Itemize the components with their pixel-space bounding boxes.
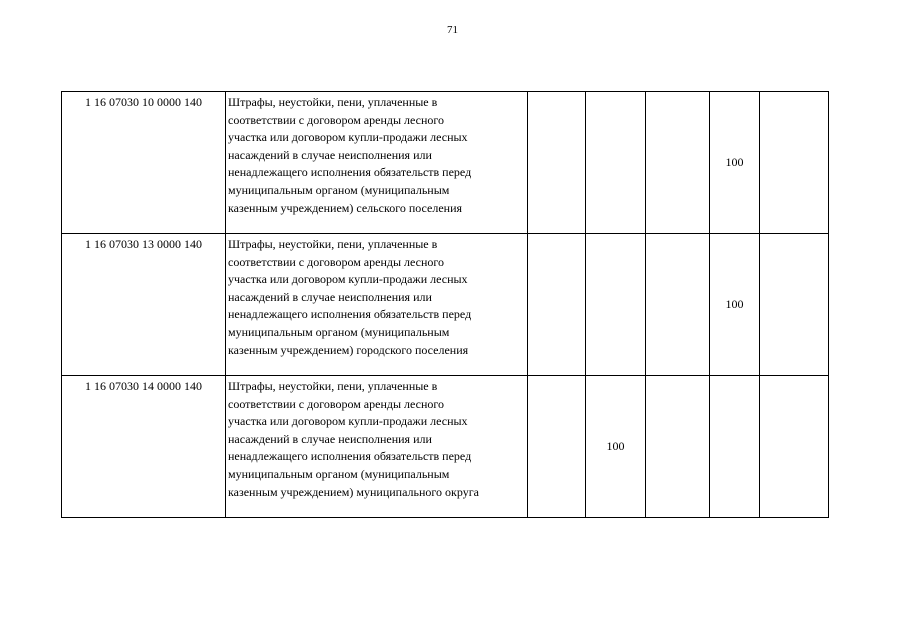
description-line: насаждений в случае неисполнения или (228, 147, 432, 162)
value-cell: 100 (710, 234, 760, 376)
value-cell (760, 92, 829, 234)
code-cell: 1 16 07030 14 0000 140 (62, 376, 226, 518)
value-cell (646, 92, 710, 234)
description-line: насаждений в случае неисполнения или (228, 289, 432, 304)
description-line: ненадлежащего исполнения обязательств перед (228, 449, 472, 464)
description-cell (226, 92, 528, 234)
description-line: Штрафы, неустойки, пени, уплаченные в (228, 379, 438, 393)
value-cell (586, 234, 646, 376)
description-line: казенным учреждением) городского поселения (228, 342, 469, 357)
description-line: ненадлежащего исполнения обязательств перед (228, 307, 472, 322)
value-cell (528, 92, 586, 234)
description-line: участка или договором купли-продажи лесных (228, 130, 468, 145)
budget-table (61, 91, 829, 518)
description-line: Штрафы, неустойки, пени, уплаченные в (228, 237, 438, 251)
value-cell (760, 234, 829, 376)
description-line: участка или договором купли-продажи лесных (228, 272, 468, 287)
description-line: участка или договором купли-продажи лесных (228, 414, 468, 429)
code-cell: 1 16 07030 10 0000 140 (62, 92, 226, 234)
description-line: муниципальным органом (муниципальным (228, 182, 450, 197)
value-cell (528, 376, 586, 518)
description-line: казенным учреждением) муниципального округа (228, 484, 479, 499)
description-line: муниципальным органом (муниципальным (228, 466, 450, 481)
value-cell (586, 92, 646, 234)
description-cell (226, 234, 528, 376)
table-row (62, 92, 829, 234)
value-cell: 100 (710, 92, 760, 234)
value-cell: 100 (586, 376, 646, 518)
description-line: соответствии с договором аренды лесного (228, 112, 445, 127)
table-row (62, 234, 829, 376)
value-cell (710, 376, 760, 518)
code-cell: 1 16 07030 13 0000 140 (62, 234, 226, 376)
description-line: соответствии с договором аренды лесного (228, 254, 445, 269)
value-cell (646, 234, 710, 376)
description-cell (226, 376, 528, 518)
description-line: муниципальным органом (муниципальным (228, 324, 450, 339)
value-cell (528, 234, 586, 376)
description-line: насаждений в случае неисполнения или (228, 431, 432, 446)
value-cell (646, 376, 710, 518)
page-number: 71 (447, 24, 458, 36)
description-line: соответствии с договором аренды лесного (228, 396, 445, 411)
table-row (62, 376, 829, 518)
description-line: ненадлежащего исполнения обязательств перед (228, 165, 472, 180)
description-line: Штрафы, неустойки, пени, уплаченные в (228, 95, 438, 109)
value-cell (760, 376, 829, 518)
description-line: казенным учреждением) сельского поселения (228, 200, 463, 215)
